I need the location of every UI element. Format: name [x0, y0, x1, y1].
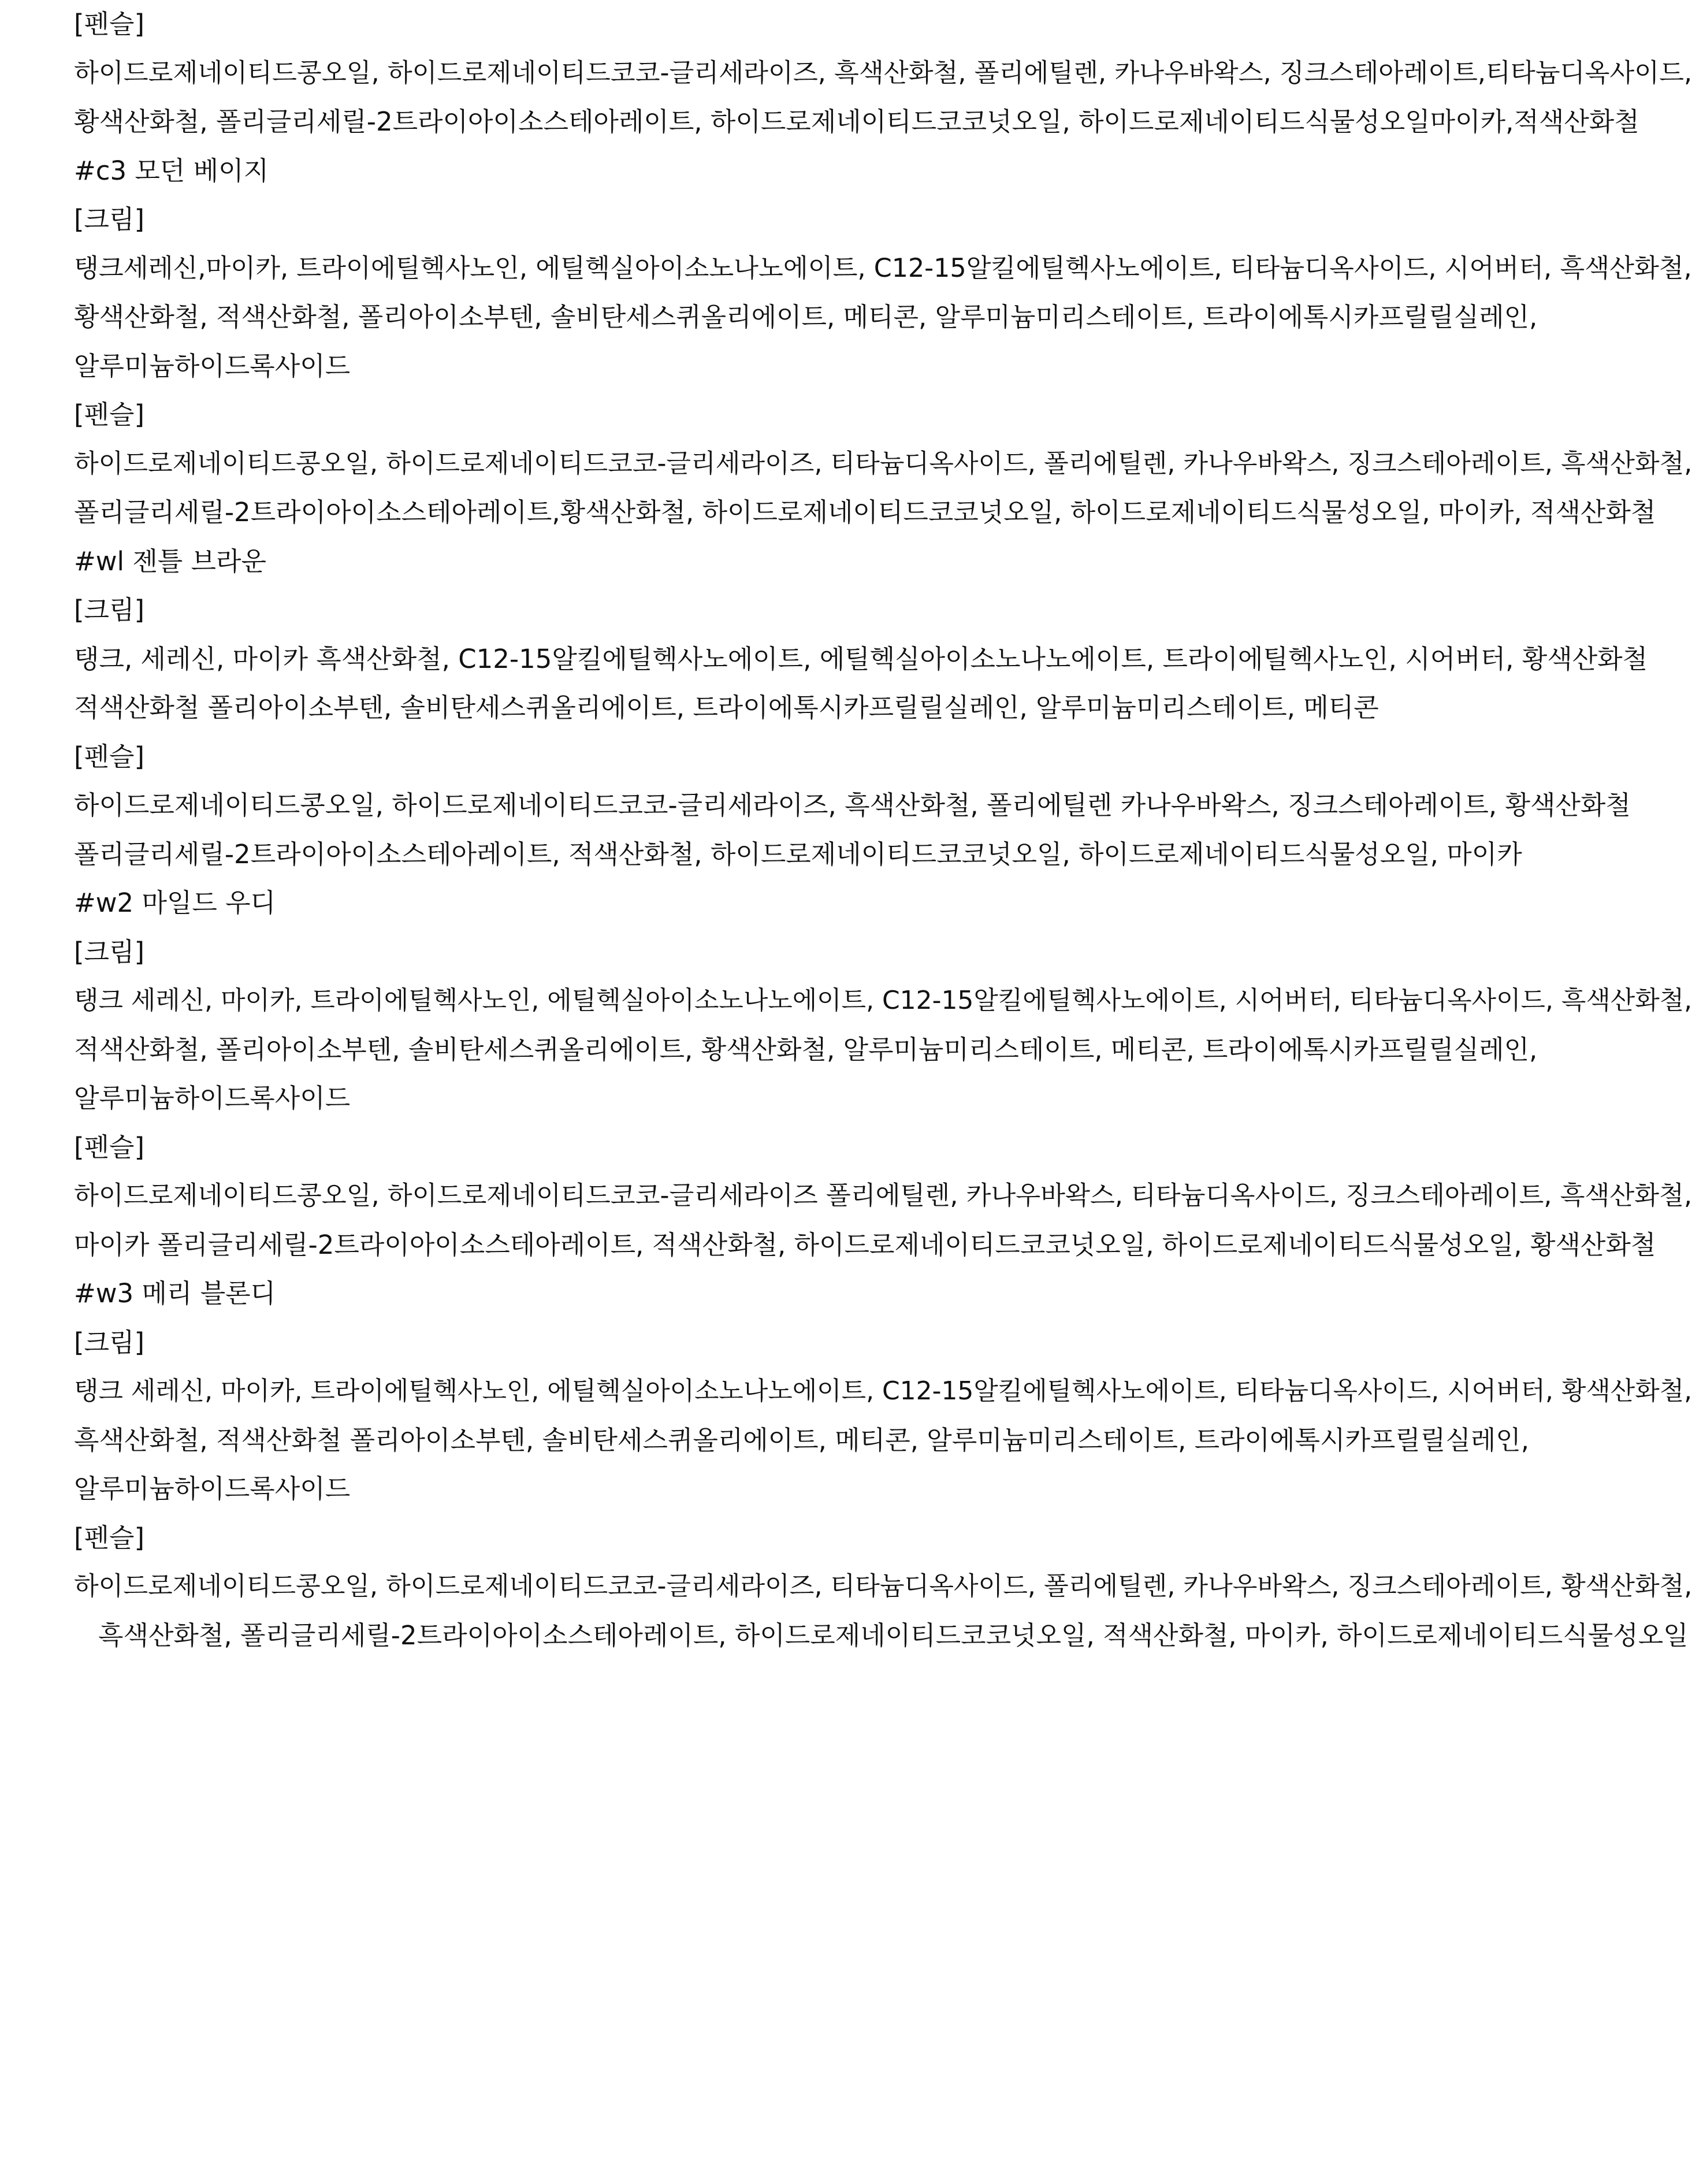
shade-title-w3: #w3 메리 블론디 — [74, 1278, 276, 1309]
section-header-pencil: [펜슬] — [74, 1131, 145, 1162]
ingredient-document — [74, 0, 1691, 1660]
ingredient-line: 흑색산화철, 적색산화철 폴리아이소부텐, 솔비탄세스퀴올리에이트, 메티콘, 알루미늄미리스테이트, 트라이에톡시카프릴릴실레인, — [74, 1424, 1530, 1455]
section-header-pencil: [펜슬] — [74, 9, 145, 39]
ingredient-line: 탱크, 세레신, 마이카 흑색산화철, C12-15알킬에틸헥사노에이트, 에틸헥실아이소노나노에이트, 트라이에틸헥사노인, 시어버터, 황색산화철 — [74, 643, 1648, 674]
ingredient-line: 하이드로제네이티드콩오일, 하이드로제네이티드코코-글리세라이즈, 흑색산화철, 폴리에틸렌 카나우바왁스, 징크스테아레이트, 황색산화철 — [74, 790, 1631, 820]
ingredient-line: 탱크세레신,마이카, 트라이에틸헥사노인, 에틸헥실아이소노나노에이트, C12-15알킬에틸헥사노에이트, 티타늄디옥사이드, 시어버터, 흑색산화철, — [74, 253, 1692, 283]
section-header-cream: [크림] — [74, 1327, 145, 1358]
ingredient-line: 폴리글리세릴-2트라이아이소스테아레이트,황색산화철, 하이드로제네이티드코코넛오일, 하이드로제네이티드식물성오일, 마이카, 적색산화철 — [74, 497, 1656, 528]
shade-title-w2: #w2 마일드 우디 — [74, 887, 276, 918]
ingredient-line: 폴리글리세릴-2트라이아이소스테아레이트, 적색산화철, 하이드로제네이티드코코넛오일, 하이드로제네이티드식물성오일, 마이카 — [74, 838, 1522, 870]
shade-title-wl: #wl 젠틀 브라운 — [74, 545, 266, 577]
section-header-cream: [크림] — [74, 595, 145, 625]
ingredient-line: 하이드로제네이티드콩오일, 하이드로제네이티드코코-글리세라이즈 폴리에틸렌, 카나우바왁스, 티타늄디옥사이드, 징크스테아레이트, 흑색산화철, — [74, 1181, 1693, 1210]
ingredient-line: 적색산화철, 폴리아이소부텐, 솔비탄세스퀴올리에이트, 황색산화철, 알루미늄미리스테이트, 메티콘, 트라이에톡시카프릴릴실레인, — [74, 1034, 1538, 1065]
section-header-pencil: [펜슬] — [74, 399, 145, 430]
ingredient-line: 알루미늄하이드록사이드 — [74, 1473, 351, 1504]
ingredient-line: 황색산화철, 폴리글리세릴-2트라이아이소스테아레이트, 하이드로제네이티드코코넛오일, 하이드로제네이티드식물성오일마이카,적색산화철 — [74, 106, 1639, 137]
ingredient-line: 적색산화철 폴리아이소부텐, 솔비탄세스퀴올리에이트, 트라이에톡시카프릴릴실레인, 알루미늄미리스테이트, 메티콘 — [74, 692, 1379, 723]
ingredient-line: 알루미늄하이드록사이드 — [74, 350, 351, 381]
ingredient-line: 황색산화철, 적색산화철, 폴리아이소부텐, 솔비탄세스퀴올리에이트, 메티콘, 알루미늄미리스테이트, 트라이에톡시카프릴릴실레인, — [74, 302, 1538, 332]
ingredient-line: 하이드로제네이티드콩오일, 하이드로제네이티드코코-글리세라이즈, 티타늄디옥사이드, 폴리에틸렌, 카나우바왁스, 징크스테아레이트, 흑색산화철, — [74, 448, 1693, 478]
ingredient-line: 하이드로제네이티드콩오일, 하이드로제네이티드코코-글리세라이즈, 티타늄디옥사이드, 폴리에틸렌, 카나우바왁스, 징크스테아레이트, 황색산화철, — [74, 1572, 1693, 1601]
section-header-pencil: [펜슬] — [74, 1522, 145, 1553]
ingredient-line: 흑색산화철, 폴리글리세릴-2트라이아이소스테아레이트, 하이드로제네이티드코코넛오일, 적색산화철, 마이카, 하이드로제네이티드식물성오일 — [98, 1620, 1689, 1651]
section-header-cream: [크림] — [74, 204, 145, 235]
ingredient-line: 탱크 세레신, 마이카, 트라이에틸헥사노인, 에틸헥실아이소노나노에이트, C12-15알킬에틸헥사노에이트, 티타늄디옥사이드, 시어버터, 황색산화철, — [74, 1376, 1693, 1406]
ingredient-line: 마이카 폴리글리세릴-2트라이아이소스테아레이트, 적색산화철, 하이드로제네이티드코코넛오일, 하이드로제네이티드식물성오일, 황색산화철 — [74, 1229, 1656, 1260]
section-header-cream: [크림] — [74, 936, 145, 967]
ingredient-line: 하이드로제네이티드콩오일, 하이드로제네이티드코코-글리세라이즈, 흑색산화철, 폴리에틸렌, 카나우바왁스, 징크스테아레이트,티타늄디옥사이드, — [74, 58, 1693, 88]
ingredient-line: 탱크 세레신, 마이카, 트라이에틸헥사노인, 에틸헥실아이소노나노에이트, C12-15알킬에틸헥사노에이트, 시어버터, 티타늄디옥사이드, 흑색산화철, — [74, 986, 1693, 1015]
shade-title-c3: #c3 모던 베이지 — [74, 155, 269, 186]
section-header-pencil: [펜슬] — [74, 741, 145, 772]
ingredient-line: 알루미늄하이드록사이드 — [74, 1083, 351, 1113]
